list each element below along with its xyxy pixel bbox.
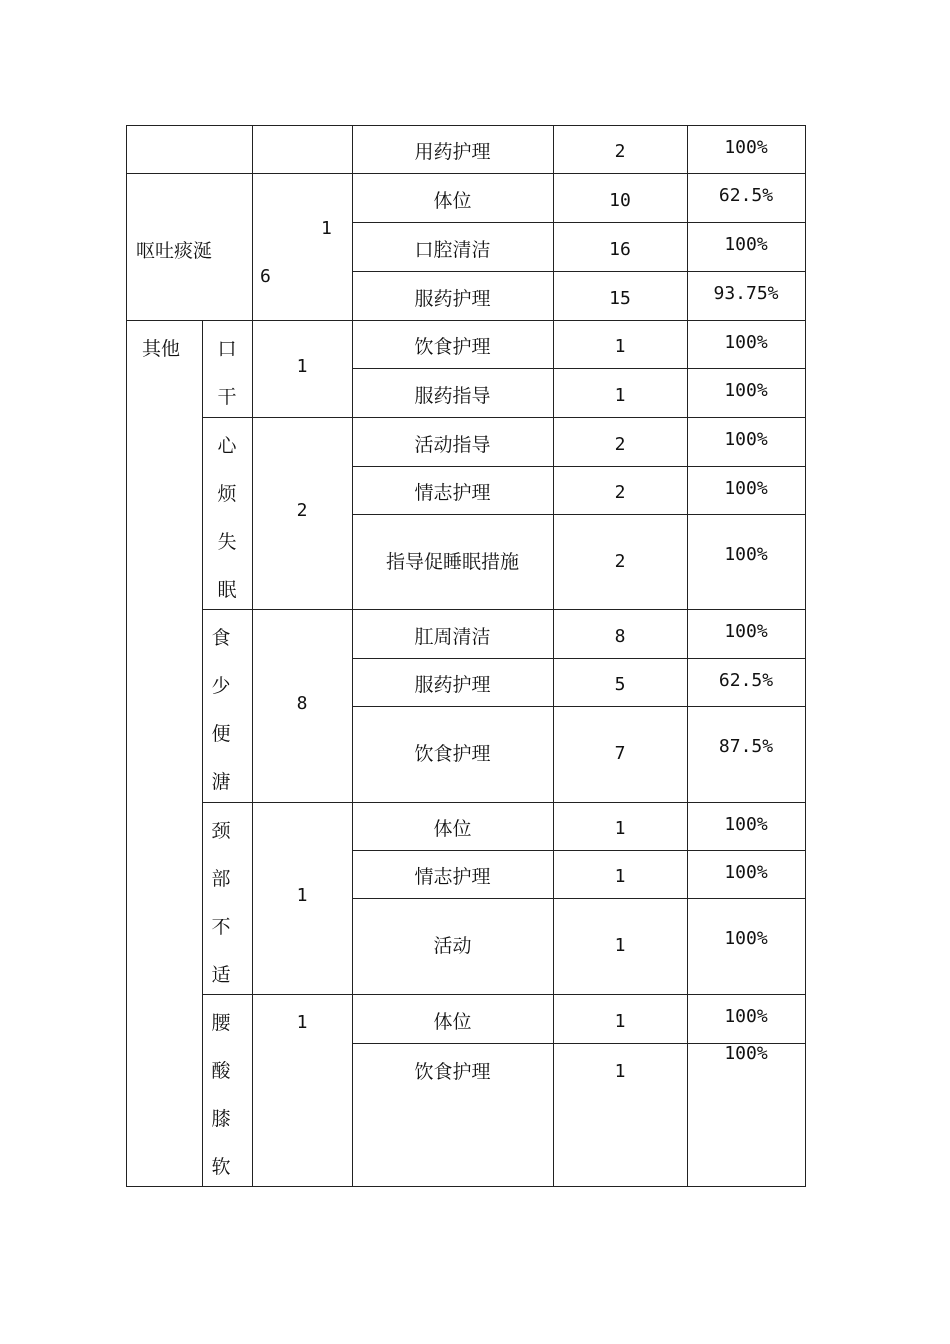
row-divider (352, 466, 805, 467)
measure-cell: 肛周清洁 (414, 626, 491, 648)
count-cell: 16 (609, 239, 631, 260)
symptom-char: 便 (211, 723, 231, 745)
table-left-border (126, 125, 127, 1186)
rate-cell: 100% (724, 814, 768, 835)
row-divider (352, 271, 805, 272)
symptom-char: 部 (211, 868, 231, 890)
total-cell: 8 (296, 693, 308, 714)
count-cell: 1 (614, 935, 626, 956)
symptom-char: 烦 (217, 483, 237, 505)
symptom-char: 心 (217, 435, 237, 457)
symptom-char: 干 (217, 386, 237, 408)
count-cell: 10 (609, 190, 631, 211)
column-divider (252, 125, 253, 1186)
rate-cell: 100% (724, 478, 768, 499)
total-cell: 2 (296, 500, 308, 521)
symptom-char: 少 (211, 675, 231, 697)
row-divider (202, 802, 805, 803)
measure-cell: 饮食护理 (414, 336, 491, 358)
count-cell: 1 (614, 336, 626, 357)
count-cell: 1 (614, 818, 626, 839)
category-label-other: 其他 (142, 338, 181, 360)
rate-cell: 100% (724, 928, 768, 949)
row-divider (126, 173, 805, 174)
count-cell: 1 (614, 385, 626, 406)
symptom-char: 腰 (211, 1012, 231, 1034)
row-divider (352, 898, 805, 899)
rate-cell: 100% (724, 1043, 768, 1064)
measure-cell: 体位 (433, 1011, 472, 1033)
symptom-char: 溏 (211, 771, 231, 793)
rate-cell: 93.75% (713, 283, 779, 304)
column-divider (553, 125, 554, 1186)
count-cell: 2 (614, 482, 626, 503)
count-cell: 8 (614, 626, 626, 647)
count-cell: 2 (614, 551, 626, 572)
rate-cell: 100% (724, 234, 768, 255)
measure-cell: 服药护理 (414, 674, 491, 696)
count-cell: 2 (614, 141, 626, 162)
row-divider (202, 609, 805, 610)
symptom-char: 软 (211, 1156, 231, 1178)
measure-cell: 情志护理 (414, 482, 491, 504)
measure-cell: 饮食护理 (414, 1061, 491, 1083)
rate-cell: 100% (724, 1006, 768, 1027)
measure-cell: 用药护理 (414, 141, 491, 163)
symptom-char: 食 (211, 627, 231, 649)
column-divider (352, 125, 353, 1186)
symptom-char: 酸 (211, 1060, 231, 1082)
row-divider (352, 658, 805, 659)
total-cell: 1 (296, 356, 308, 377)
rate-cell: 100% (724, 621, 768, 642)
rate-cell: 100% (724, 380, 768, 401)
measure-cell: 活动 (433, 935, 472, 957)
count-cell: 5 (614, 674, 626, 695)
count-cell: 1 (614, 866, 626, 887)
rate-cell: 87.5% (718, 736, 774, 757)
total-cell: 1 (321, 218, 332, 239)
row-divider (352, 368, 805, 369)
rate-cell: 62.5% (718, 185, 774, 206)
row-divider (202, 994, 805, 995)
row-divider (202, 417, 805, 418)
count-cell: 7 (614, 743, 626, 764)
count-cell: 1 (614, 1061, 626, 1082)
measure-cell: 体位 (433, 818, 472, 840)
count-cell: 15 (609, 288, 631, 309)
measure-cell: 情志护理 (414, 866, 491, 888)
total-cell: 1 (296, 885, 308, 906)
row-divider (352, 706, 805, 707)
total-cell: 1 (296, 1012, 308, 1033)
rate-cell: 100% (724, 332, 768, 353)
symptom-char: 口 (217, 338, 237, 360)
measure-cell: 服药护理 (414, 288, 491, 310)
table-bottom-border (126, 1186, 806, 1187)
measure-cell: 口腔清洁 (414, 239, 491, 261)
measure-cell: 活动指导 (414, 434, 491, 456)
row-divider (352, 222, 805, 223)
symptom-char: 适 (211, 964, 231, 986)
column-divider (687, 125, 688, 1186)
symptom-char: 颈 (211, 820, 231, 842)
row-divider (126, 320, 805, 321)
column-divider (202, 320, 203, 1186)
symptom-label: 呕吐痰涎 (136, 240, 213, 262)
row-divider (352, 514, 805, 515)
total-cell: 6 (260, 266, 271, 287)
rate-cell: 100% (724, 862, 768, 883)
count-cell: 1 (614, 1011, 626, 1032)
rate-cell: 100% (724, 544, 768, 565)
measure-cell: 指导促睡眠措施 (385, 551, 520, 573)
symptom-char: 膝 (211, 1108, 231, 1130)
symptom-char: 不 (211, 916, 231, 938)
count-cell: 2 (614, 434, 626, 455)
rate-cell: 100% (724, 429, 768, 450)
table-top-border (126, 125, 805, 126)
measure-cell: 服药指导 (414, 385, 491, 407)
symptom-char: 眠 (217, 579, 237, 601)
rate-cell: 62.5% (718, 670, 774, 691)
rate-cell: 100% (724, 137, 768, 158)
measure-cell: 饮食护理 (414, 743, 491, 765)
row-divider (352, 850, 805, 851)
table-right-border (805, 125, 806, 1186)
measure-cell: 体位 (433, 190, 472, 212)
symptom-char: 失 (217, 531, 237, 553)
